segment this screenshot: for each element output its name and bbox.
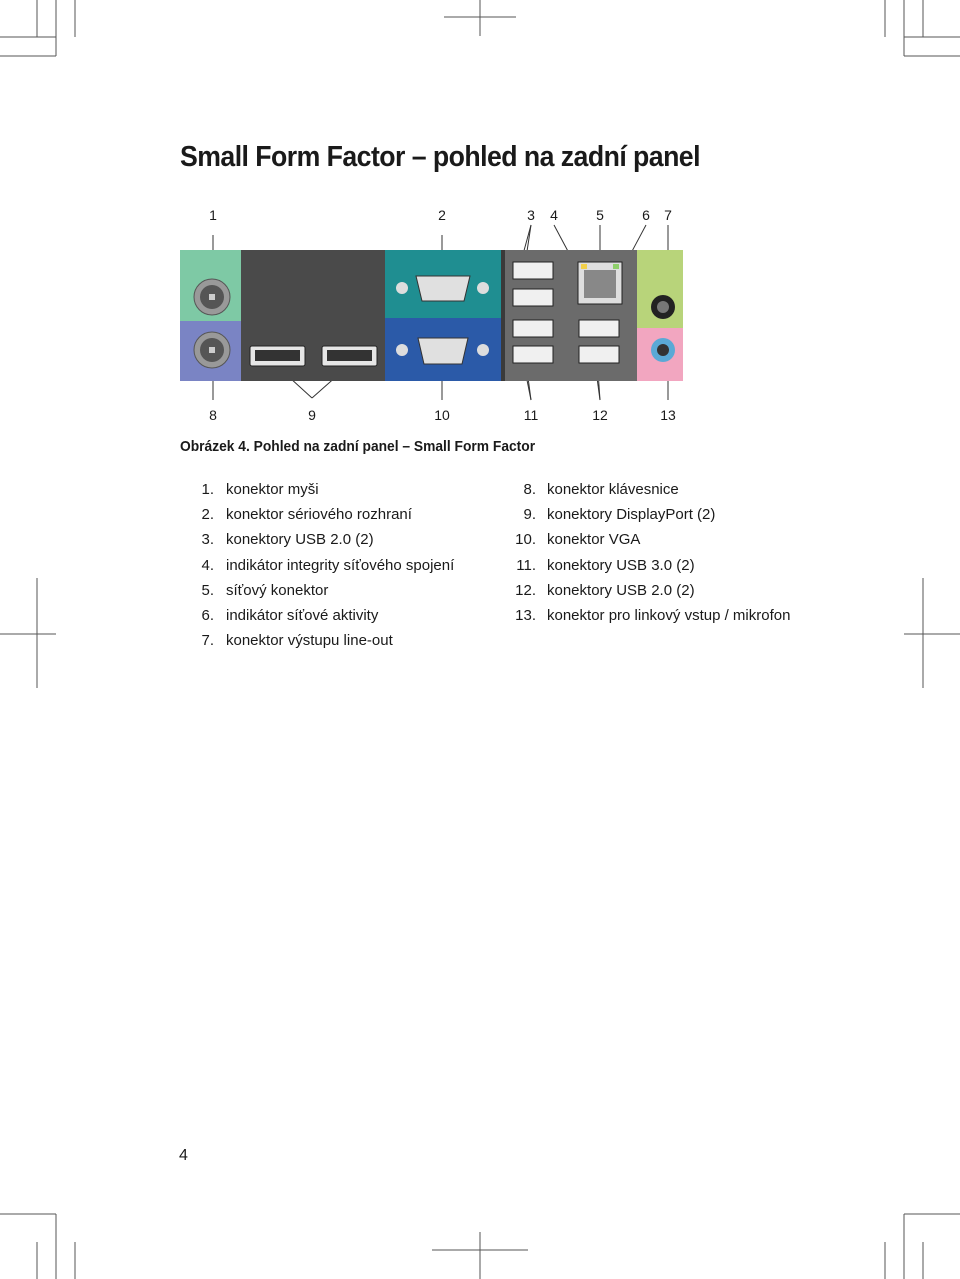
figure-caption: Obrázek 4. Pohled na zadní panel – Small Form Factor (180, 438, 536, 455)
page-number: 4 (179, 1147, 188, 1164)
callout-12: 12 (592, 407, 608, 423)
page-title: Small Form Factor – pohled na zadní panel (180, 141, 700, 173)
keyboard-port (180, 321, 241, 381)
serial-port (385, 250, 501, 318)
callout-6: 6 (642, 207, 650, 223)
callout-4: 4 (550, 207, 558, 223)
back-panel-illustration (170, 200, 700, 430)
network-port (578, 262, 622, 304)
callout-5: 5 (596, 207, 604, 223)
callout-1: 1 (209, 207, 217, 223)
callout-7: 7 (664, 207, 672, 223)
callout-11: 11 (523, 407, 539, 423)
callout-10: 10 (434, 407, 450, 423)
callout-8: 8 (209, 407, 217, 423)
back-panel-figure (170, 200, 700, 430)
callout-2: 2 (438, 207, 446, 223)
mouse-port (180, 250, 241, 321)
audio-ports (637, 250, 683, 381)
callout-13: 13 (660, 407, 676, 423)
callout-3: 3 (527, 207, 535, 223)
callout-9: 9 (308, 407, 316, 423)
vga-port (385, 318, 501, 381)
